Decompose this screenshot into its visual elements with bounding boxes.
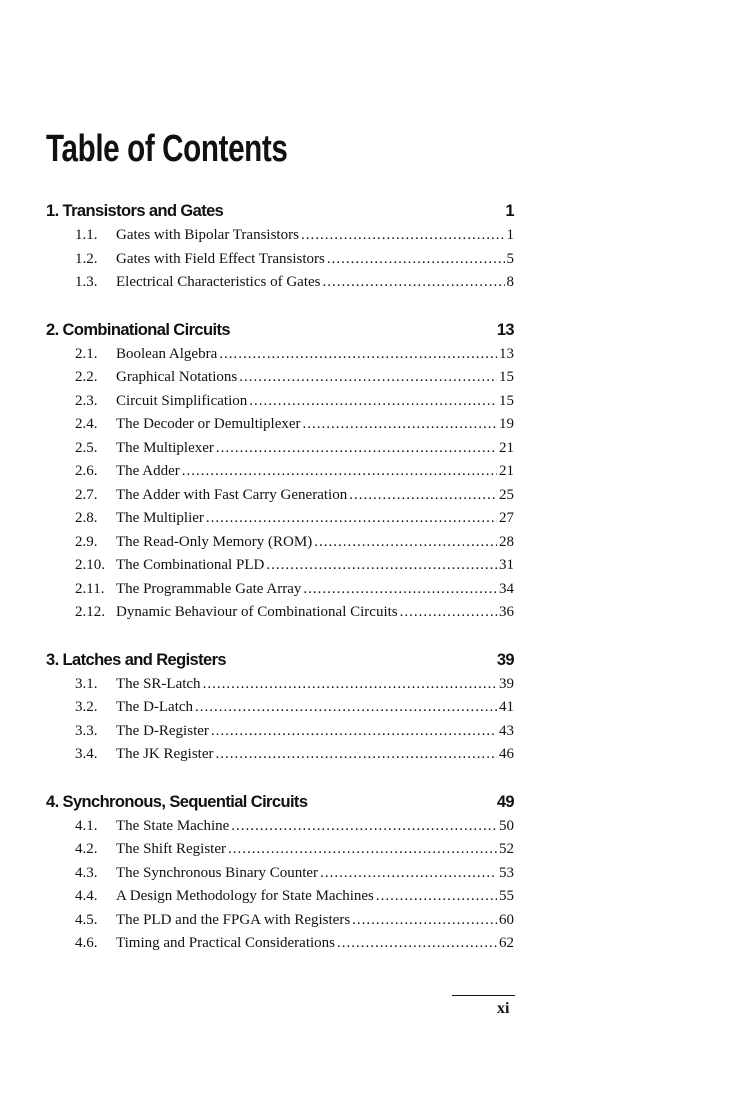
section-number: 2.6. [75,463,98,479]
section-page: 60 [499,911,514,928]
dot-leader [303,413,497,437]
chapter-title: 1. Transistors and Gates [46,202,224,220]
section-page: 1 [506,227,514,243]
section-number: 2.10. [75,557,105,573]
section-number: 2.9. [75,533,98,550]
section-page: 52 [499,841,514,857]
chapter-block [46,199,514,295]
dot-leader [228,838,497,862]
section-number: 1.2. [75,250,98,267]
section-page: 36 [499,604,514,620]
toc-entry[interactable] [46,248,514,272]
section-number: 3.2. [75,699,98,715]
section-title: The Synchronous Binary Counter [116,864,319,881]
chapter-title: 3. Latches and Registers [46,650,227,669]
section-number: 4.3. [75,864,98,881]
section-page: 15 [499,392,514,409]
dot-leader [215,743,497,767]
section-number: 2.2. [75,369,98,385]
footer-rule [452,995,515,996]
toc-entry[interactable] [46,507,514,531]
section-title: The SR-Latch [116,675,201,692]
section-number: 2.3. [75,392,98,409]
toc-entry[interactable] [46,673,514,697]
section-page: 50 [499,817,514,834]
toc-entry[interactable] [46,601,514,625]
section-title: A Design Methodology for State Machines [116,888,374,904]
dot-leader [301,224,505,248]
section-title: The Combinational PLD [116,557,265,573]
dot-leader [320,862,497,886]
section-number: 4.1. [75,817,98,834]
section-number: 2.8. [75,510,98,526]
toc-entry[interactable] [46,390,514,414]
chapter-heading[interactable] [46,318,514,343]
section-number: 3.4. [75,746,98,762]
section-title: The Decoder or Demultiplexer [116,416,301,432]
section-title: Graphical Notations [116,369,238,385]
toc-entry[interactable] [46,437,514,461]
section-title: The Programmable Gate Array [116,580,302,597]
section-title: The D-Latch [116,699,194,715]
section-number: 3.1. [75,675,98,692]
section-title: Gates with Field Effect Transistors [116,250,325,267]
dot-leader [400,601,497,625]
chapter-page: 39 [496,650,514,669]
toc-entry[interactable] [46,578,514,602]
chapter-page: 49 [496,792,514,811]
section-number: 2.1. [75,345,98,362]
chapter-block [46,790,514,956]
section-title: Circuit Simplification [116,392,248,409]
dot-leader [376,885,497,909]
dot-leader [303,578,497,602]
section-number: 4.4. [75,888,98,904]
toc-entry[interactable] [46,531,514,555]
dot-leader [314,531,497,555]
dot-leader [323,271,505,295]
dot-leader [352,909,497,933]
toc-entry[interactable] [46,696,514,720]
toc-entry[interactable] [46,343,514,367]
dot-leader [219,343,497,367]
toc-entry[interactable] [46,885,514,909]
section-page: 28 [499,533,514,550]
section-number: 3.3. [75,722,98,739]
toc-entry[interactable] [46,413,514,437]
section-number: 2.4. [75,416,98,432]
table-of-contents [46,199,514,979]
chapter-title: 2. Combinational Circuits [46,320,230,339]
section-title: The D-Register [116,722,209,739]
toc-entry[interactable] [46,720,514,744]
section-page: 62 [499,935,514,951]
section-page: 21 [499,463,514,479]
section-title: The Read-Only Memory (ROM) [116,533,313,550]
dot-leader [216,437,497,461]
section-page: 41 [499,699,514,715]
section-page: 15 [499,369,514,385]
page-title: Table of Contents [46,128,288,170]
section-title: Boolean Algebra [116,345,218,362]
section-number: 1.3. [75,274,98,290]
chapter-heading[interactable] [46,648,514,673]
toc-entry[interactable] [46,484,514,508]
dot-leader [266,554,497,578]
section-page: 34 [499,580,514,597]
dot-leader [327,248,505,272]
chapter-block [46,648,514,767]
section-title: Dynamic Behaviour of Combinational Circuits [116,604,398,620]
section-page: 5 [506,250,514,267]
section-page: 19 [499,416,514,432]
section-title: The Shift Register [116,841,226,857]
toc-entry[interactable] [46,554,514,578]
section-number: 2.5. [75,439,98,456]
toc-entry[interactable] [46,932,514,956]
chapter-heading[interactable] [46,790,514,815]
chapter-heading[interactable] [46,199,514,224]
section-number: 1.1. [75,227,98,243]
dot-leader [206,507,497,531]
chapter-page: 1 [505,202,514,220]
dot-leader [249,390,497,414]
dot-leader [211,720,497,744]
toc-entry[interactable] [46,743,514,767]
section-page: 43 [499,722,514,739]
dot-leader [203,673,497,697]
section-title: Gates with Bipolar Transistors [116,227,299,243]
section-title: Electrical Characteristics of Gates [116,274,321,290]
section-page: 13 [499,345,514,362]
section-number: 4.6. [75,935,98,951]
section-page: 27 [499,510,514,526]
dot-leader [231,815,497,839]
section-number: 2.11. [75,580,105,597]
toc-entry[interactable] [46,271,514,295]
section-title: The Multiplexer [116,439,214,456]
section-page: 55 [499,888,514,904]
chapter-block [46,318,514,625]
chapter-title: 4. Synchronous, Sequential Circuits [46,792,308,811]
page-number: xi [497,1000,510,1017]
dot-leader [195,696,497,720]
chapter-page: 13 [496,320,514,339]
section-number: 4.5. [75,911,98,928]
toc-entry[interactable] [46,909,514,933]
toc-entry[interactable] [46,224,514,248]
dot-leader [239,366,497,390]
section-page: 8 [506,274,514,290]
toc-entry[interactable] [46,862,514,886]
dot-leader [337,932,497,956]
section-number: 2.12. [75,604,105,620]
section-title: The State Machine [116,817,230,834]
section-page: 25 [499,486,514,503]
section-page: 53 [499,864,514,881]
section-title: The JK Register [116,746,214,762]
section-title: The PLD and the FPGA with Registers [116,911,351,928]
section-page: 31 [499,557,514,573]
section-page: 46 [499,746,514,762]
toc-entry[interactable] [46,366,514,390]
section-page: 39 [499,675,514,692]
section-number: 2.7. [75,486,98,503]
toc-entry[interactable] [46,460,514,484]
toc-entry[interactable] [46,815,514,839]
dot-leader [182,460,497,484]
section-title: The Adder with Fast Carry Generation [116,486,348,503]
section-number: 4.2. [75,841,98,857]
section-page: 21 [499,439,514,456]
section-title: The Multiplier [116,510,204,526]
dot-leader [349,484,497,508]
section-title: The Adder [116,463,180,479]
section-title: Timing and Practical Considerations [116,935,336,951]
toc-entry[interactable] [46,838,514,862]
